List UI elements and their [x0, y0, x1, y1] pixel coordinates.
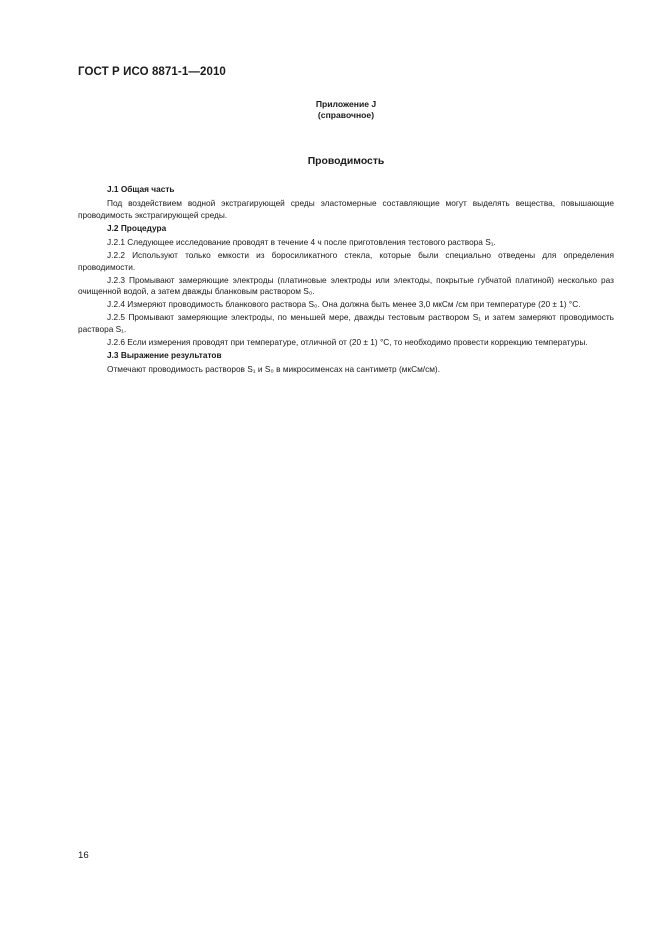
paragraph-j1: Под воздействием водной экстрагирующей среды эластомерные составляющие могут выделять вещества, повышающие проводимость экстрагирующей среды. [78, 198, 614, 220]
appendix-label [0, 99, 661, 121]
section-heading-j1: J.1 Общая часть [107, 184, 175, 194]
paragraph-j2-1: J.2.1 Следующее исследование проводят в течение 4 ч после приготовления тестового раствора S₁. [107, 236, 496, 247]
section-title: Проводимость [307, 156, 385, 167]
appendix-title: Приложение J [315, 99, 377, 109]
appendix-subtitle: (справочное) [317, 110, 375, 120]
paragraph-j2-3: J.2.3 Промывают замеряющие электроды (платиновые электроды или электоды, покрытые губчатой платиной) несколько раз очищенной водой, а затем дважды бланковым раствором S₀. [78, 274, 614, 297]
section-heading-j3: J.3 Выражение результатов [107, 350, 222, 361]
page-number: 16 [78, 850, 89, 861]
document-header: ГОСТ Р ИСО 8871-1—2010 [78, 66, 226, 78]
document-body [78, 183, 614, 377]
paragraph-j2-5: J.2.5 Промывают замеряющие электроды, по меньшей мере, дважды тестовым раствором S₁ и затем замеряют проводимость раствора S₁. [78, 312, 614, 335]
paragraph-j3: Отмечают проводимость растворов S₁ и S₀ в микросименсах на сантиметр (мкСм/см). [107, 364, 440, 375]
paragraph-j2-4: J.2.4 Измеряют проводимость бланкового раствора S₀. Она должна быть менее 3,0 мкСм /см при температуре (20 ± 1) °С. [107, 299, 581, 310]
section-heading-j2: J.2 Процедура [107, 222, 167, 233]
paragraph-j2-2: J.2.2 Используют только емкости из боросиликатного стекла, которые были специально отведены для определения проводимости. [78, 249, 614, 272]
paragraph-j2-6: J.2.6 Если измерения проводят при температуре, отличной от (20 ± 1) °С, то необходимо провести коррекцию температуры. [107, 337, 588, 348]
